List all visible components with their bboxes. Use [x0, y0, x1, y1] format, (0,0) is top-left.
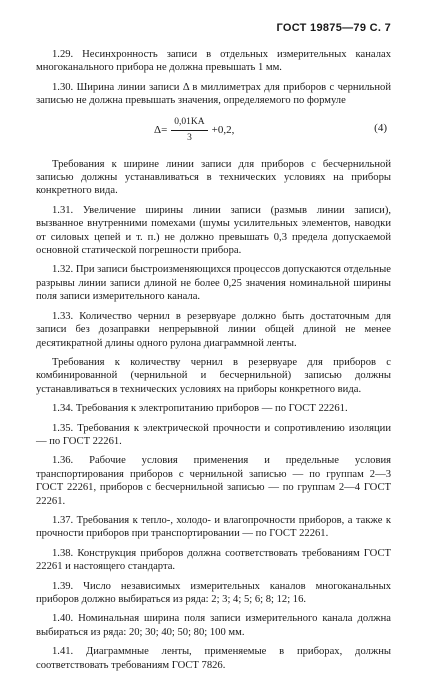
formula-denominator: 3	[187, 133, 192, 144]
formula-rhs: +0,2,	[211, 123, 235, 136]
clause-1-30-note: Требования к ширине линии записи для приборов с бесчернильной записью должны устанавливаться в технических условиях на приборы конкретного вида.	[36, 158, 391, 197]
clause-1-35: 1.35. Требования к электрической прочности и сопротивлению изоляции — по ГОСТ 22261.	[36, 422, 391, 447]
clause-1-39: 1.39. Число независимых измерительных каналов многоканальных приборов должно выбираться из ряда: 2; 3; 4; 5; 6; 8; 12; 16.	[36, 580, 391, 605]
clause-1-41: 1.41. Диаграммные ленты, применяемые в приборах, должны соответствовать требованиям ГОСТ 7826.	[36, 646, 391, 671]
page-header: ГОСТ 19875—79 С. 7	[276, 22, 391, 34]
clause-1-34: 1.34. Требования к электропитанию приборов — по ГОСТ 22261.	[52, 403, 348, 415]
formula-4	[36, 114, 391, 144]
formula-number: (4)	[374, 121, 387, 134]
clause-1-32: 1.32. При записи быстроизменяющихся процессов допускаются отдельные разрывы линии записи длиной не более 0,25 значения номинальной ширины поля записи измерительного канала.	[36, 264, 391, 303]
formula-expression	[154, 116, 234, 146]
clause-1-37: 1.37. Требования к тепло-, холодо- и влагопрочности приборов, а также к прочности приборов при транспортировании — по ГОСТ 22261.	[36, 514, 391, 540]
clause-1-36: 1.36. Рабочие условия применения и предельные условия транспортирования приборов с чернильной записью — по группам 2—3 ГОСТ 22261, приборов с бесчернильной записью — по группам 2—4 ГОСТ 22261.	[36, 455, 391, 507]
clause-1-33: 1.33. Количество чернил в резервуаре должно быть достаточным для записи без дозаправки непрерывной линии общей длиной не менее десятикратной длины одного рулона диаграммной ленты.	[36, 310, 391, 349]
formula-lhs: Δ=	[154, 123, 168, 136]
clause-1-30: 1.30. Ширина линии записи Δ в миллиметрах для приборов с чернильной записью не должна превышать значения, определяемого по формуле	[36, 81, 391, 107]
formula-fraction	[171, 116, 207, 146]
clause-1-40: 1.40. Номинальная ширина поля записи измерительного канала должна выбираться из ряда: 20; 30; 40; 50; 80; 100 мм.	[36, 613, 391, 638]
clause-1-38: 1.38. Конструкция приборов должна соответствовать требованиям ГОСТ 22261 и настоящего стандарта.	[36, 547, 391, 573]
clause-1-33-note: Требования к количеству чернил в резервуаре для приборов с комбинированной (чернильной и бесчернильной) записью должны устанавливаться в технических условиях на приборы конкретного вида.	[36, 356, 391, 395]
clause-1-29: 1.29. Несинхронность записи в отдельных измерительных каналах многоканального прибора не должна превышать 1 мм.	[36, 49, 391, 74]
document-body	[36, 48, 391, 678]
formula-numerator: 0,01KA	[171, 116, 207, 131]
clause-1-31: 1.31. Увеличение ширины линии записи (размыв линии записи), вызванное внутренними помехами (шумы усилительных элементов, наводки от силовых цепей и т. п.) не должно превышать 0,3 предела допускаемой основной статической погрешности прибора.	[36, 204, 391, 257]
